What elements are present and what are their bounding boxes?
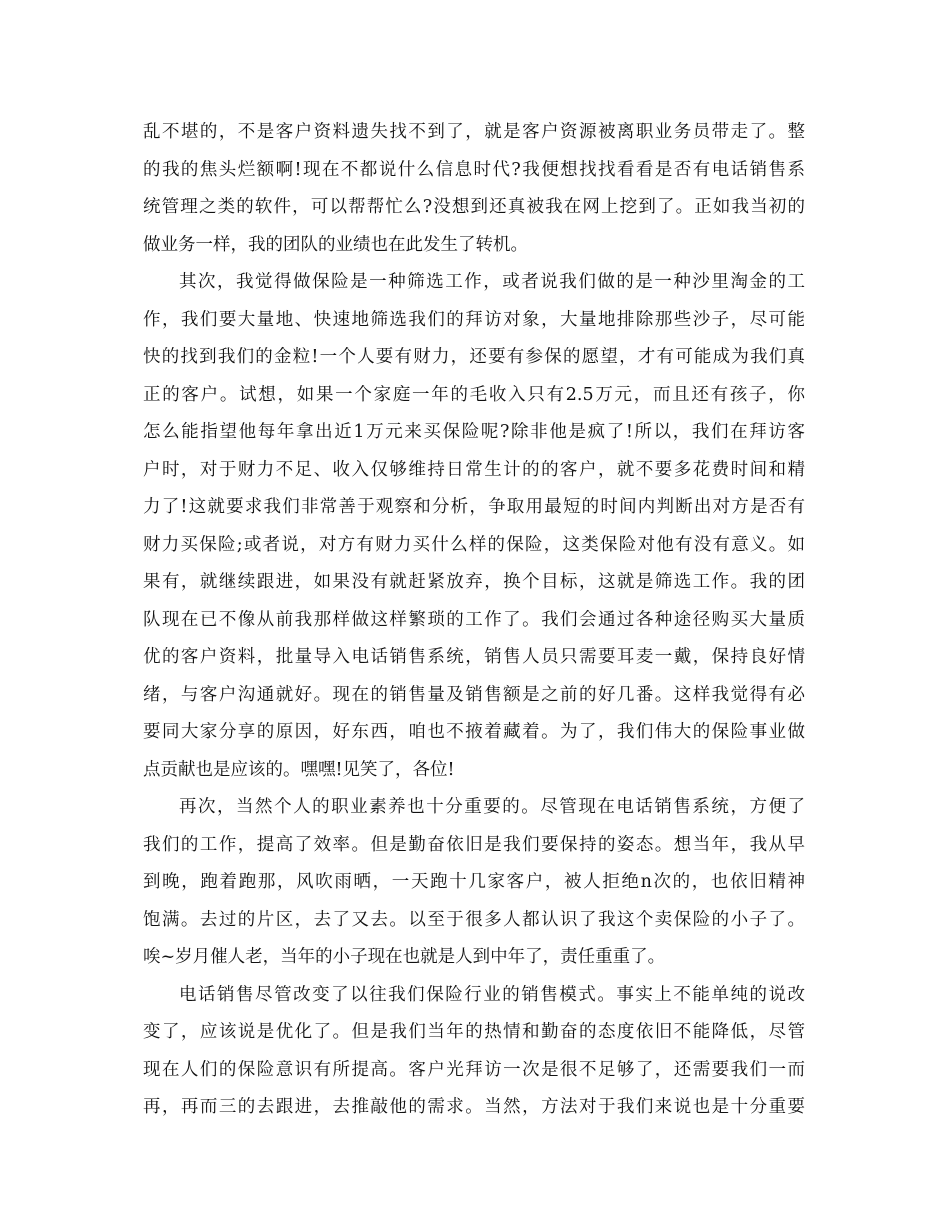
text-line: 怎么能指望他每年拿出近1万元来买保险呢?除非他是疯了!所以，我们在拜访客 bbox=[143, 422, 805, 442]
text-line: 统管理之类的软件，可以帮帮忙么?没想到还真被我在网上挖到了。正如我当初的 bbox=[143, 197, 805, 217]
paragraph-continuation bbox=[143, 114, 805, 264]
text-line: 财力买保险;或者说，对方有财力买什么样的保险，这类保险对他有没有意义。如 bbox=[143, 534, 805, 555]
text-line: 要同大家分享的原因，好东西，咱也不掖着藏着。为了，我们伟大的保险事业做 bbox=[143, 722, 805, 742]
text-line: 其次，我觉得做保险是一种筛选工作，或者说我们做的是一种沙里淘金的工 bbox=[179, 272, 805, 292]
text-line: 点贡献也是应该的。嘿嘿!见笑了，各位! bbox=[143, 759, 455, 780]
text-line: 乱不堪的，不是客户资料遗失找不到了，就是客户资源被离职业务员带走了。整 bbox=[143, 122, 805, 142]
text-line: 电话销售尽管改变了以往我们保险行业的销售模式。事实上不能单纯的说改 bbox=[179, 984, 805, 1005]
text-line: 队现在已不像从前我那样做这样繁琐的工作了。我们会通过各种途径购买大量质 bbox=[143, 609, 805, 630]
paragraph-screening bbox=[143, 264, 805, 789]
text-line: 绪，与客户沟通就好。现在的销售量及销售额是之前的好几番。这样我觉得有必 bbox=[143, 684, 805, 705]
text-line: 我们的工作，提高了效率。但是勤奋依旧是我们要保持的姿态。想当年，我从早 bbox=[143, 834, 805, 855]
document-page bbox=[143, 114, 805, 1127]
text-line: 唉~岁月催人老，当年的小子现在也就是人到中年了，责任重重了。 bbox=[143, 947, 666, 967]
text-line: 再次，当然个人的职业素养也十分重要的。尽管现在电话销售系统，方便了 bbox=[179, 797, 805, 817]
text-line: 快的找到我们的金粒!一个人要有财力，还要有参保的愿望，才有可能成为我们真 bbox=[143, 347, 805, 367]
text-line: 变了，应该说是优化了。但是我们当年的热情和勤奋的态度依旧不能降低，尽管 bbox=[143, 1022, 805, 1042]
text-line: 到晚，跑着跑那，风吹雨晒，一天跑十几家客户，被人拒绝n次的，也依旧精神 bbox=[143, 872, 805, 892]
text-line: 再，再而三的去跟进，去推敲他的需求。当然，方法对于我们来说也是十分重要 bbox=[143, 1097, 805, 1117]
text-line: 做业务一样，我的团队的业绩也在此发生了转机。 bbox=[143, 234, 528, 255]
paragraph-telesales bbox=[143, 977, 805, 1127]
paragraph-professionalism bbox=[143, 789, 805, 977]
text-line: 现在人们的保险意识有所提高。客户光拜访一次是很不足够了，还需要我们一而 bbox=[143, 1059, 805, 1080]
text-line: 户时，对于财力不足、收入仅够维持日常生计的的客户，就不要多花费时间和精 bbox=[143, 459, 805, 480]
text-line: 作，我们要大量地、快速地筛选我们的拜访对象，大量地排除那些沙子，尽可能 bbox=[143, 309, 805, 330]
text-line: 力了!这就要求我们非常善于观察和分析，争取用最短的时间内判断出对方是否有 bbox=[143, 497, 805, 517]
text-line: 正的客户。试想，如果一个家庭一年的毛收入只有2.5万元，而且还有孩子，你 bbox=[143, 384, 805, 405]
text-line: 的我的焦头烂额啊!现在不都说什么信息时代?我便想找找看看是否有电话销售系 bbox=[143, 159, 805, 180]
text-line: 果有，就继续跟进，如果没有就赶紧放弃，换个目标，这就是筛选工作。我的团 bbox=[143, 572, 805, 592]
text-line: 优的客户资料，批量导入电话销售系统，销售人员只需要耳麦一戴，保持良好情 bbox=[143, 647, 805, 667]
text-line: 饱满。去过的片区，去了又去。以至于很多人都认识了我这个卖保险的小子了。 bbox=[143, 909, 805, 930]
